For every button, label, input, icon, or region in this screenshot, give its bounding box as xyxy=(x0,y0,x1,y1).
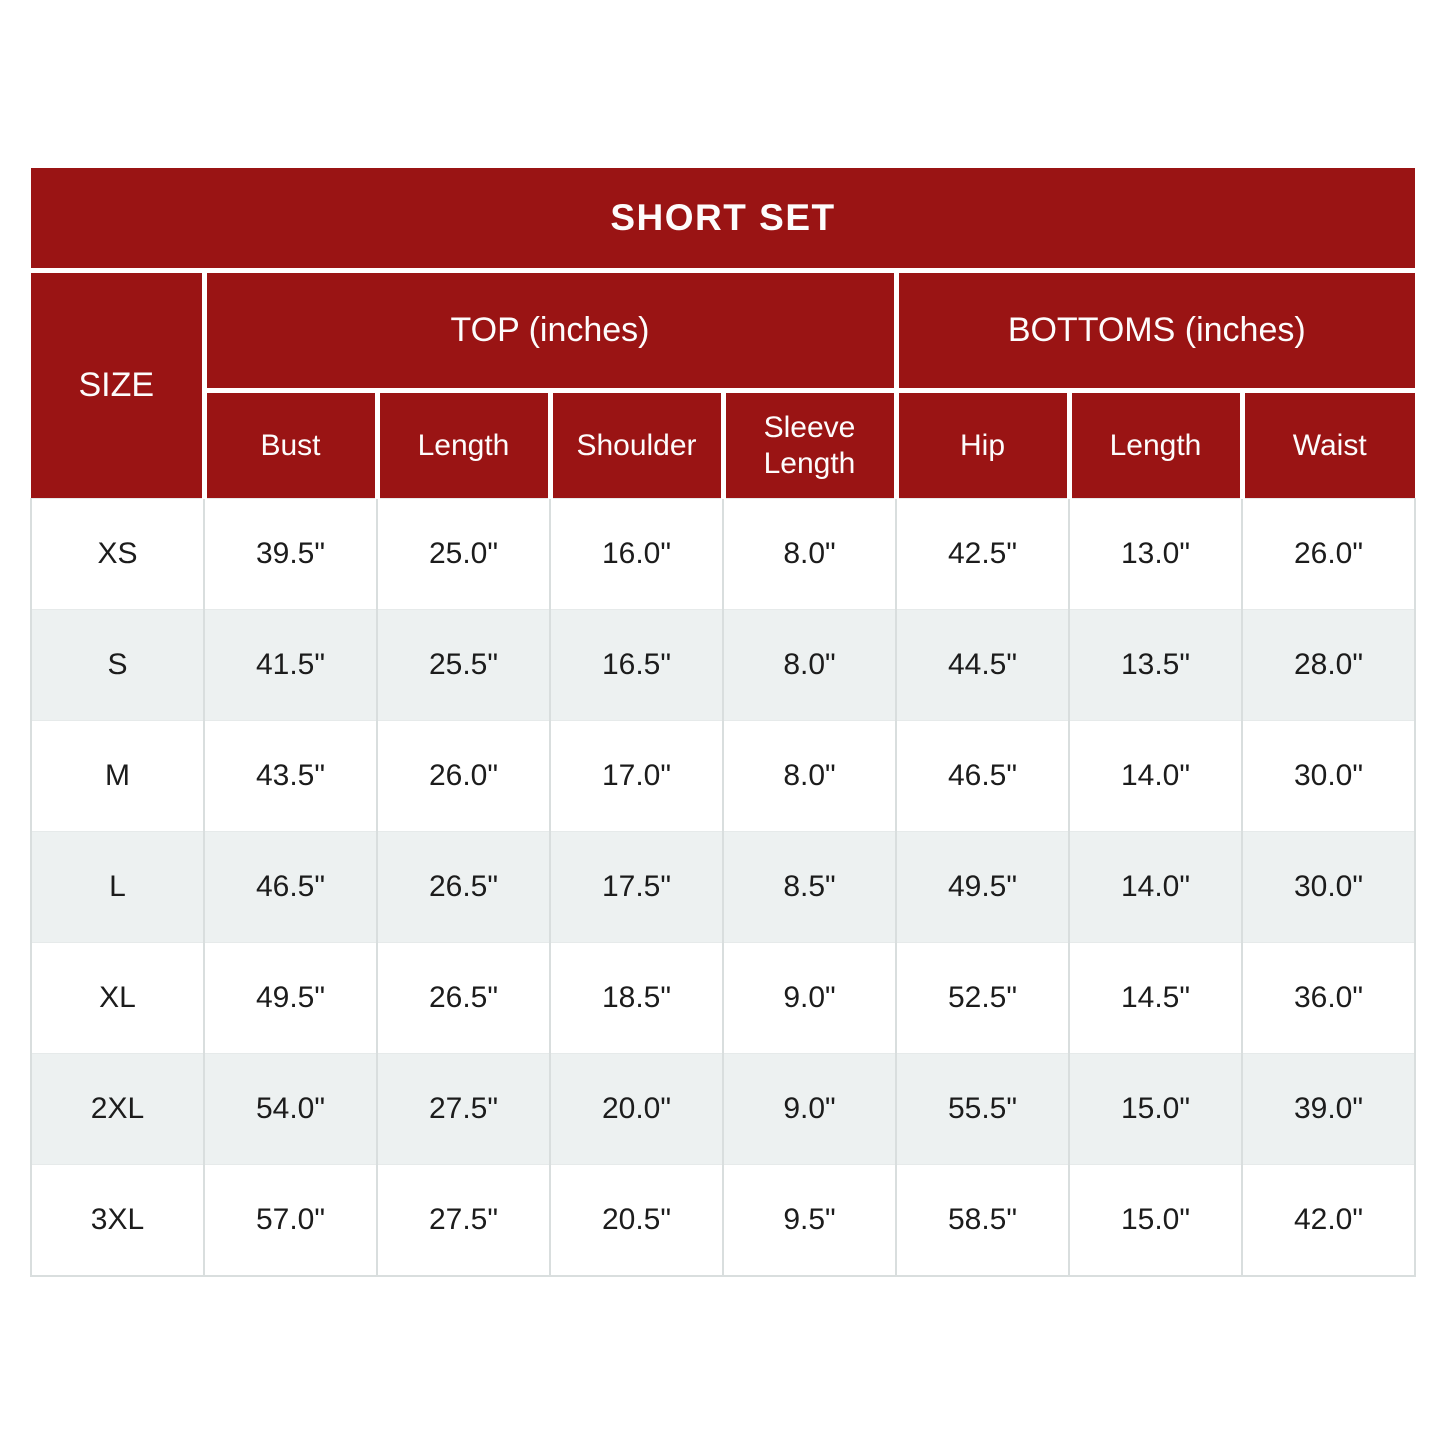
column-header-sleeve-length: Sleeve Length xyxy=(723,391,896,499)
measurement-cell: 39.5" xyxy=(204,499,377,610)
table-row-xl xyxy=(31,943,1415,1054)
chart-title: SHORT SET xyxy=(31,168,1415,271)
measurement-cell: 14.0" xyxy=(1069,832,1242,943)
measurement-cell: 30.0" xyxy=(1242,832,1415,943)
measurement-cell: 30.0" xyxy=(1242,721,1415,832)
table-row-2xl xyxy=(31,1054,1415,1165)
measurement-cell: 44.5" xyxy=(896,610,1069,721)
measurement-cell: 42.5" xyxy=(896,499,1069,610)
title-row xyxy=(31,168,1415,271)
top-group-header: TOP (inches) xyxy=(204,271,896,391)
table-row-xs xyxy=(31,499,1415,610)
column-header-top-length: Length xyxy=(377,391,550,499)
measurement-cell: 15.0" xyxy=(1069,1165,1242,1277)
measurement-cell: 8.0" xyxy=(723,610,896,721)
size-cell: XS xyxy=(31,499,204,610)
measurement-cell: 58.5" xyxy=(896,1165,1069,1277)
size-cell: 3XL xyxy=(31,1165,204,1277)
measurement-cell: 39.0" xyxy=(1242,1054,1415,1165)
measurement-cell: 15.0" xyxy=(1069,1054,1242,1165)
measurement-cell: 43.5" xyxy=(204,721,377,832)
size-column-header: SIZE xyxy=(31,271,204,499)
measurement-cell: 49.5" xyxy=(204,943,377,1054)
size-cell: XL xyxy=(31,943,204,1054)
measurement-cell: 55.5" xyxy=(896,1054,1069,1165)
table-row-m xyxy=(31,721,1415,832)
table-row-s xyxy=(31,610,1415,721)
size-cell: M xyxy=(31,721,204,832)
measurement-cell: 25.0" xyxy=(377,499,550,610)
measurement-cell: 57.0" xyxy=(204,1165,377,1277)
measurement-cell: 27.5" xyxy=(377,1054,550,1165)
measurement-cell: 13.5" xyxy=(1069,610,1242,721)
measurement-cell: 54.0" xyxy=(204,1054,377,1165)
size-chart-table xyxy=(30,168,1416,1277)
table-row-l xyxy=(31,832,1415,943)
measurement-cell: 16.5" xyxy=(550,610,723,721)
size-cell: S xyxy=(31,610,204,721)
measurement-cell: 42.0" xyxy=(1242,1165,1415,1277)
measurement-cell: 25.5" xyxy=(377,610,550,721)
measurement-cell: 26.5" xyxy=(377,832,550,943)
measurement-cell: 28.0" xyxy=(1242,610,1415,721)
measurement-cell: 18.5" xyxy=(550,943,723,1054)
measurement-cell: 26.0" xyxy=(1242,499,1415,610)
measurement-cell: 16.0" xyxy=(550,499,723,610)
measurement-cell: 26.0" xyxy=(377,721,550,832)
measurement-cell: 17.5" xyxy=(550,832,723,943)
column-header-hip: Hip xyxy=(896,391,1069,499)
measurement-cell: 14.5" xyxy=(1069,943,1242,1054)
measurement-cell: 17.0" xyxy=(550,721,723,832)
column-header-shoulder: Shoulder xyxy=(550,391,723,499)
table-row-3xl xyxy=(31,1165,1415,1277)
column-header-bust: Bust xyxy=(204,391,377,499)
measurement-cell: 20.0" xyxy=(550,1054,723,1165)
measurement-cell: 36.0" xyxy=(1242,943,1415,1054)
measurement-cell: 26.5" xyxy=(377,943,550,1054)
measurement-cell: 8.0" xyxy=(723,721,896,832)
measurement-cell: 49.5" xyxy=(896,832,1069,943)
column-header-waist: Waist xyxy=(1242,391,1415,499)
size-cell: L xyxy=(31,832,204,943)
size-cell: 2XL xyxy=(31,1054,204,1165)
measurement-cell: 27.5" xyxy=(377,1165,550,1277)
measurement-cell: 46.5" xyxy=(204,832,377,943)
group-header-row xyxy=(31,271,1415,391)
measurement-cell: 13.0" xyxy=(1069,499,1242,610)
column-header-bottom-length: Length xyxy=(1069,391,1242,499)
measurement-cell: 9.5" xyxy=(723,1165,896,1277)
measurement-cell: 8.5" xyxy=(723,832,896,943)
measurement-cell: 52.5" xyxy=(896,943,1069,1054)
column-header-row xyxy=(31,391,1415,499)
measurement-cell: 9.0" xyxy=(723,943,896,1054)
measurement-cell: 46.5" xyxy=(896,721,1069,832)
measurement-cell: 14.0" xyxy=(1069,721,1242,832)
measurement-cell: 20.5" xyxy=(550,1165,723,1277)
measurement-cell: 8.0" xyxy=(723,499,896,610)
bottoms-group-header: BOTTOMS (inches) xyxy=(896,271,1415,391)
measurement-cell: 41.5" xyxy=(204,610,377,721)
measurement-cell: 9.0" xyxy=(723,1054,896,1165)
